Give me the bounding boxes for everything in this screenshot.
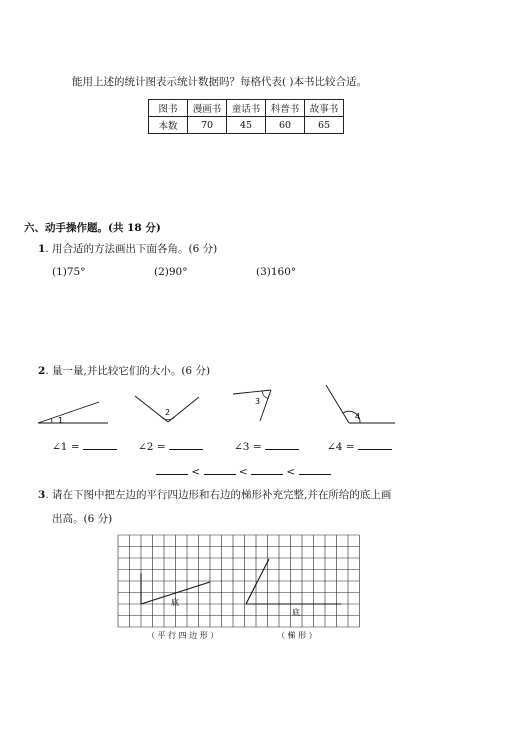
angle-label: ∠2 = [138,441,166,453]
table-header-cell: 科普书 [266,100,305,117]
angle-3-figure [233,390,271,421]
angle-mark-2: 2 [165,408,171,417]
square-grid[interactable] [118,535,360,627]
question-3-line-2: 出高。(6 分) [52,513,113,525]
base-label-left: 底 [171,598,179,607]
angle-label: ∠3 = [234,441,262,453]
angle-2-answer [138,439,203,454]
angle-figures [0,380,526,440]
angle-4-figure [326,385,395,423]
caption-parallelogram: （ 平 行 四 边 形 ） [147,631,219,640]
question-1 [38,243,217,256]
table-row-label: 本数 [149,117,188,134]
answer-blank[interactable] [358,439,392,450]
drawing-grid-area [0,530,526,650]
answer-blank[interactable] [83,439,117,450]
comparison-row [156,464,331,479]
table-header-row [149,100,344,117]
question-3 [38,489,391,502]
angle-2-figure [135,396,199,422]
angle-mark-3: 3 [255,397,261,406]
question-text: . 请在下图中把左边的平行四边形和右边的梯形补充完整,并在所给的底上画 [45,489,392,501]
angle-label: ∠1 = [52,441,80,453]
angle-mark-1: 1 [58,416,64,425]
answer-blank[interactable] [251,464,283,475]
question-text: . 用合适的方法画出下面各角。(6 分) [45,243,218,255]
answer-blank[interactable] [156,464,188,475]
question-number: 1 [38,243,46,255]
angle-1-answer [52,439,117,454]
q1-item-2: (2)90° [154,266,188,278]
less-than-sign: < [286,466,296,478]
table-header-cell: 童话书 [227,100,266,117]
angle-4-answer [327,439,392,454]
section-title: 六、动手操作题。(共 18 分) [24,222,161,234]
angle-label: ∠4 = [327,441,355,453]
table-cell: 60 [266,117,305,134]
table-cell: 70 [188,117,227,134]
table-header-cell: 故事书 [305,100,344,117]
question-text: . 量一量,并比较它们的大小。(6 分) [45,365,211,377]
answer-blank[interactable] [265,439,299,450]
table-cell: 45 [227,117,266,134]
angle-mark-4: 4 [355,412,361,421]
table-header-cell: 图书 [149,100,188,117]
base-label-right: 底 [292,608,300,617]
question-number: 3 [38,489,46,501]
stats-table [148,99,344,134]
table-cell: 65 [305,117,344,134]
angle-1-figure [38,402,108,425]
less-than-sign: < [238,466,248,478]
less-than-sign: < [191,466,201,478]
question-2 [38,365,210,378]
q1-item-1: (1)75° [52,266,86,278]
answer-blank[interactable] [299,464,331,475]
trapezoid-figure [246,559,341,604]
q1-item-3: (3)160° [256,266,297,278]
answer-blank[interactable] [204,464,236,475]
caption-trapezoid: （ 梯 形 ） [277,631,317,640]
answer-blank[interactable] [169,439,203,450]
table-header-cell: 漫画书 [188,100,227,117]
angle-3-answer [234,439,299,454]
question-number: 2 [38,365,46,377]
table-row [149,117,344,134]
top-question: 能用上述的统计图表示统计数据吗？每格代表( )本书比较合适。 [72,76,368,88]
